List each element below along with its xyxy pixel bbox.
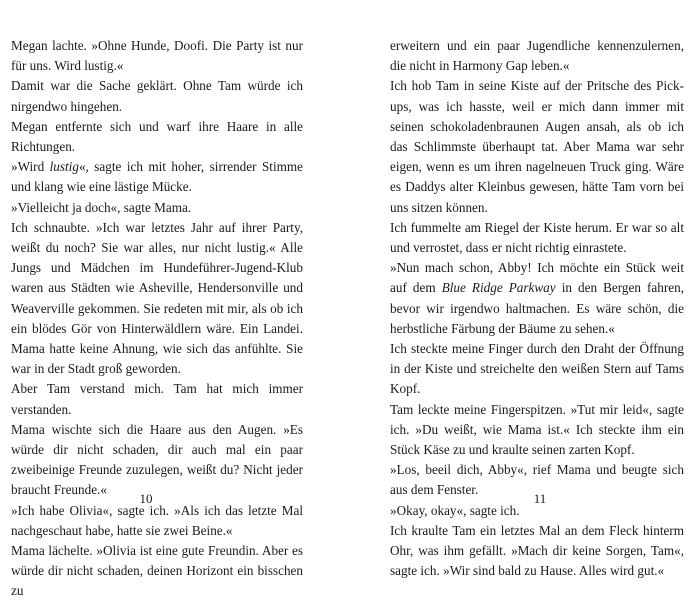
left-page-number: 10 xyxy=(139,491,153,506)
right-paragraph-9: Ich kraulte Tam ein letztes Mal an dem Fleck hinterm Ohr, was ihm gefällt. »Mach dir keine Sorgen, Tam«, sagte ich. »Wir sind bald zu Hause. Alles wird gut.« xyxy=(390,522,684,579)
left-paragraph-7: Aber Tam verstand mich. Tam hat mich immer verstanden. xyxy=(11,381,303,417)
left-paragraph-6: Ich schnaubte. »Ich war letztes Jahr auf ihrer Party, weißt du noch? Sie war alles, nur nicht lustig.« Alle Jungs und Mädchen im Hundeführer-Jugend-Klub waren aus Städten wie Asheville, Hendersonville und Weaverville gekommen. Sie redeten mit mir, als ob ich ein blödes Gör von Hinterwäldlern wäre. Ein Landei. Mama hatte keine Ahnung, wie sich das anfühlte. Sie war in der Stadt groß geworden. xyxy=(11,219,303,377)
left-paragraph-5: »Vielleicht ja doch«, sagte Mama. xyxy=(11,199,192,215)
right-paragraph-6: Tam leckte meine Fingerspitzen. »Tut mir leid«, sagte ich. »Du weißt, wie Mama ist.« Ich steckte ihm ein Stück Käse zu und kraulte seinen zarten Kopf. xyxy=(390,401,684,458)
right-paragraph-1: erweitern und ein paar Jugendliche kennenzulernen, die nicht in Harmony Gap leben.« xyxy=(390,38,684,74)
left-paragraph-4: »Wird lustig«, sagte ich mit hoher, sirrender Stimme und klang wie eine lästige Mücke. xyxy=(11,159,304,195)
right-paragraph-5: Ich steckte meine Finger durch den Draht der Öffnung in der Kiste und streichelte den weißen Stern auf Tams Kopf. xyxy=(390,341,684,397)
left-paragraph-9: »Ich habe Olivia«, sagte ich. »Als ich das letzte Mal nachgeschaut habe, hatte sie zwei Beine.« xyxy=(11,502,303,538)
right-paragraph-3: Ich fummelte am Riegel der Kiste herum. Er war so alt und verrostet, dass er nicht richtig einrastete. xyxy=(390,219,684,256)
right-paragraph-4: »Nun mach schon, Abby! Ich möchte ein Stück weit auf dem Blue Ridge Parkway in den Bergen fahren, bevor wir irgendwo haltmachen. Es wäre schön, die herbstliche Färbung der Bäume zu sehen.« xyxy=(390,260,684,336)
right-page-number: 11 xyxy=(533,491,547,506)
left-paragraph-2: Damit war die Sache geklärt. Ohne Tam würde ich nirgendwo hingehen. xyxy=(11,78,303,114)
left-page xyxy=(11,36,304,599)
right-paragraph-7: »Los, beeil dich, Abby«, rief Mama und beugte sich aus dem Fenster. xyxy=(390,462,684,498)
right-paragraph-8: »Okay, okay«, sagte ich. xyxy=(390,502,520,518)
left-paragraph-1: Megan lachte. »Ohne Hunde, Doofi. Die Party ist nur für uns. Wird lustig.« xyxy=(11,38,303,74)
left-paragraph-3: Megan entfernte sich und warf ihre Haare in alle Richtungen. xyxy=(11,118,303,155)
left-paragraph-10: Mama lächelte. »Olivia ist eine gute Freundin. Aber es würde dir nicht schaden, deinen Horizont ein bisschen zu xyxy=(11,543,303,599)
left-paragraph-8: Mama wischte sich die Haare aus den Augen. »Es würde dir nicht schaden, dir auch mal ein paar zweibeinige Freunde zuzulegen, weißt du? Nicht jeder braucht Freunde.« xyxy=(11,421,303,498)
right-paragraph-2: Ich hob Tam in seine Kiste auf der Pritsche des Pick-ups, was ich hasste, weil er mich dann immer mit seinen schokoladenbraunen Augen ansah, als ob ich das Schlimmste überhaupt tat. Aber Mama war sehr eigen, wenn es um ihren nagelneuen Truck ging. Wäre es Daddys alter Kleinbus gewesen, hätte Tam vorn bei uns sitzen können. xyxy=(390,78,684,215)
right-page xyxy=(390,36,684,579)
